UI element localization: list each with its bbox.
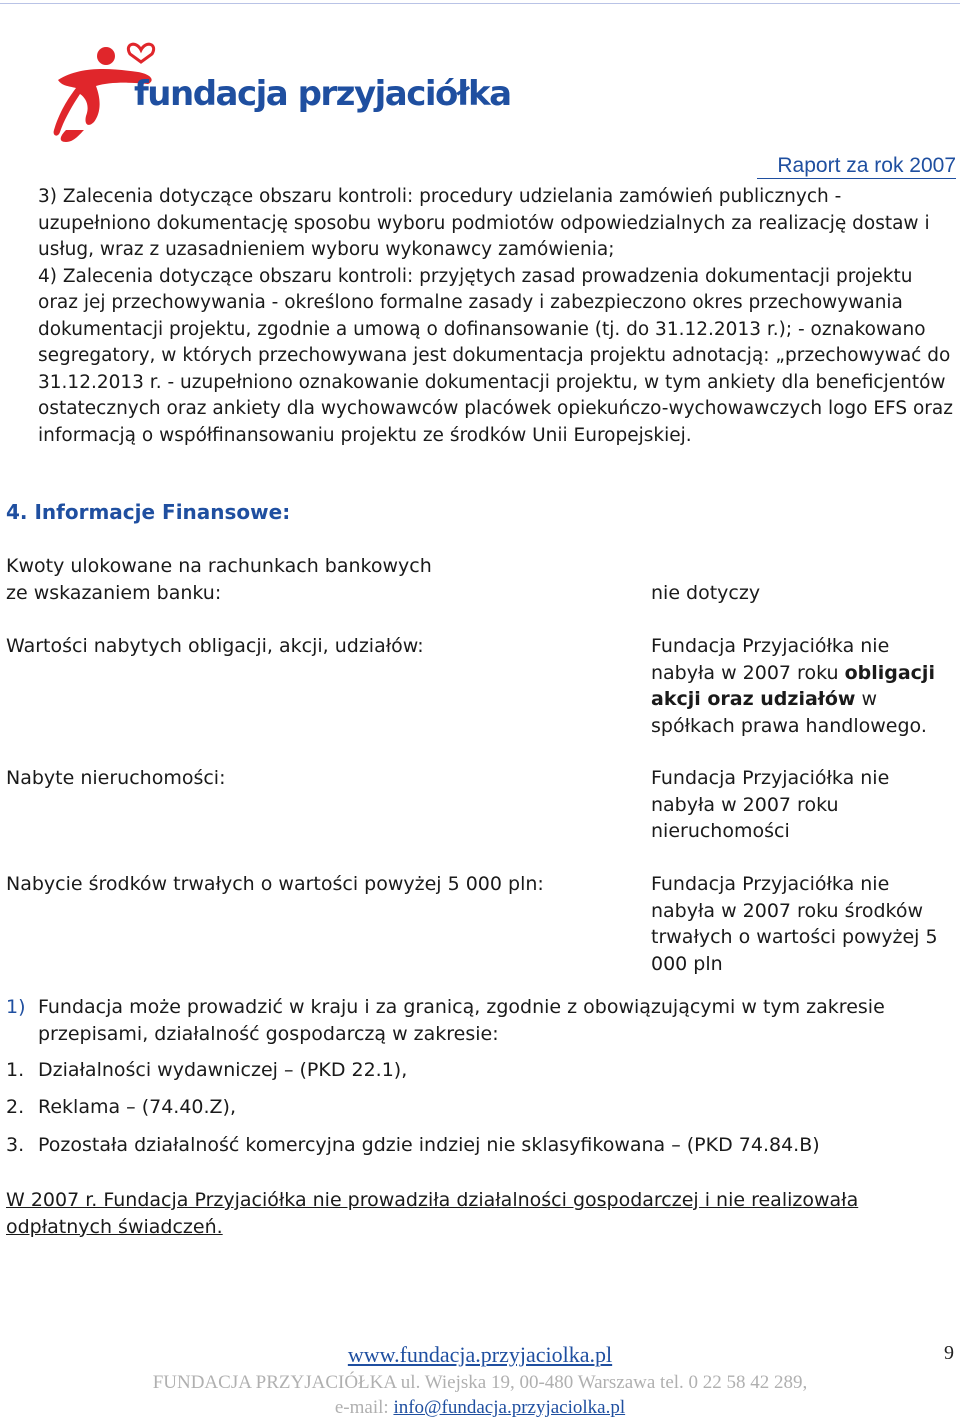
paragraph: 3) Zalecenia dotyczące obszaru kontroli: procedury udzielania zamówień publicznych - uzupełniono dokumentację sposobu wyboru podmiotów odpowiedzialnych za realizację dostaw i usług, wraz z uzasadnieniem wyboru wykonawcy zamówienia; — [38, 186, 930, 260]
value-text: w spółkach prawa handlowego. — [651, 688, 927, 737]
footer-address: FUNDACJA PRZYJACIÓŁKA ul. Wiejska 19, 00-480 Warszawa tel. 0 22 58 42 289, — [152, 1372, 808, 1393]
activity-intro — [6, 994, 936, 1047]
list-item — [6, 1057, 946, 1084]
footer-email-link[interactable]: info@fundacja.przyjaciolka.pl — [393, 1397, 626, 1418]
list-text: Reklama – (74.40.Z), — [38, 1096, 237, 1118]
finance-label: Kwoty ulokowane na rachunkach bankowych ze wskazaniem banku: — [6, 555, 432, 604]
page-header — [0, 10, 960, 170]
footer-email-line — [0, 1397, 960, 1419]
recommendations-text — [38, 184, 956, 449]
activity-intro-text: Fundacja może prowadzić w kraju i za granicą, zgodnie z obowiązującymi w tym zakresie przepisami, działalność gospodarczą w zakresie: — [38, 996, 885, 1045]
section-title: 4. Informacje Finansowe: — [6, 500, 291, 524]
footer-website-link[interactable]: www.fundacja.przyjaciolka.pl — [347, 1342, 613, 1367]
finance-label: Nabycie środków trwałych o wartości powyżej 5 000 pln: — [6, 873, 544, 895]
paragraph: 4) Zalecenia dotyczące obszaru kontroli: przyjętych zasad prowadzenia dokumentacji projektu oraz jej przechowywania - określono formalne zasady i zabezpieczono okres przechowywania dokumentacji projektu, zgodnie a umową o dofinansowanie (tj. do 31.12.2013 r.); - oznakowano segregatory, w których przechowywana jest dokumentacja projektu adnotacją: „przechowywać do 31.12.2013 r. - uzupełniono oznakowanie dokumentacji projektu, w tym ankiety dla beneficjentów ostatecznych oraz ankiety dla wychowawców placówek opiekuńczo-wychowawczych logo EFS oraz informacją o współfinansowaniu projektu ze środków Unii Europejskiej. — [38, 265, 953, 446]
top-rule — [0, 3, 960, 4]
activity-note: W 2007 r. Fundacja Przyjaciółka nie prowadziła działalności gospodarczej i nie realizowała odpłatnych świadczeń. — [6, 1189, 859, 1238]
finance-value: Fundacja Przyjaciółka nie nabyła w 2007 roku środków trwałych o wartości powyżej 5 000 pln — [651, 873, 938, 975]
finance-value: nie dotyczy — [651, 582, 761, 604]
page-number: 9 — [944, 1342, 954, 1364]
value-emphasis: obligacji akcji oraz udziałów — [651, 661, 935, 710]
list-number: 1) — [6, 996, 26, 1018]
report-title: Raport za rok 2007 — [757, 154, 956, 179]
finance-value: Fundacja Przyjaciółka nie nabyła w 2007 roku nieruchomości — [651, 767, 890, 842]
finance-label: Nabyte nieruchomości: — [6, 767, 226, 789]
list-number: 2. — [6, 1096, 25, 1118]
list-item — [6, 1094, 946, 1121]
list-item — [6, 1132, 946, 1159]
list-text: Pozostała działalność komercyjna gdzie indziej nie sklasyfikowana – (PKD 74.84.B) — [38, 1134, 820, 1156]
finance-value — [651, 633, 951, 739]
list-text: Działalności wydawniczej – (PKD 22.1), — [38, 1059, 408, 1081]
email-label: e-mail: — [334, 1397, 394, 1418]
logo-wordmark: fundacja przyjaciółka — [134, 74, 511, 114]
value-text: Fundacja Przyjaciółka nie nabyła w 2007 roku — [651, 635, 890, 684]
finance-label: Wartości nabytych obligacji, akcji, udziałów: — [6, 635, 424, 657]
list-number: 1. — [6, 1059, 25, 1081]
list-number: 3. — [6, 1134, 25, 1156]
